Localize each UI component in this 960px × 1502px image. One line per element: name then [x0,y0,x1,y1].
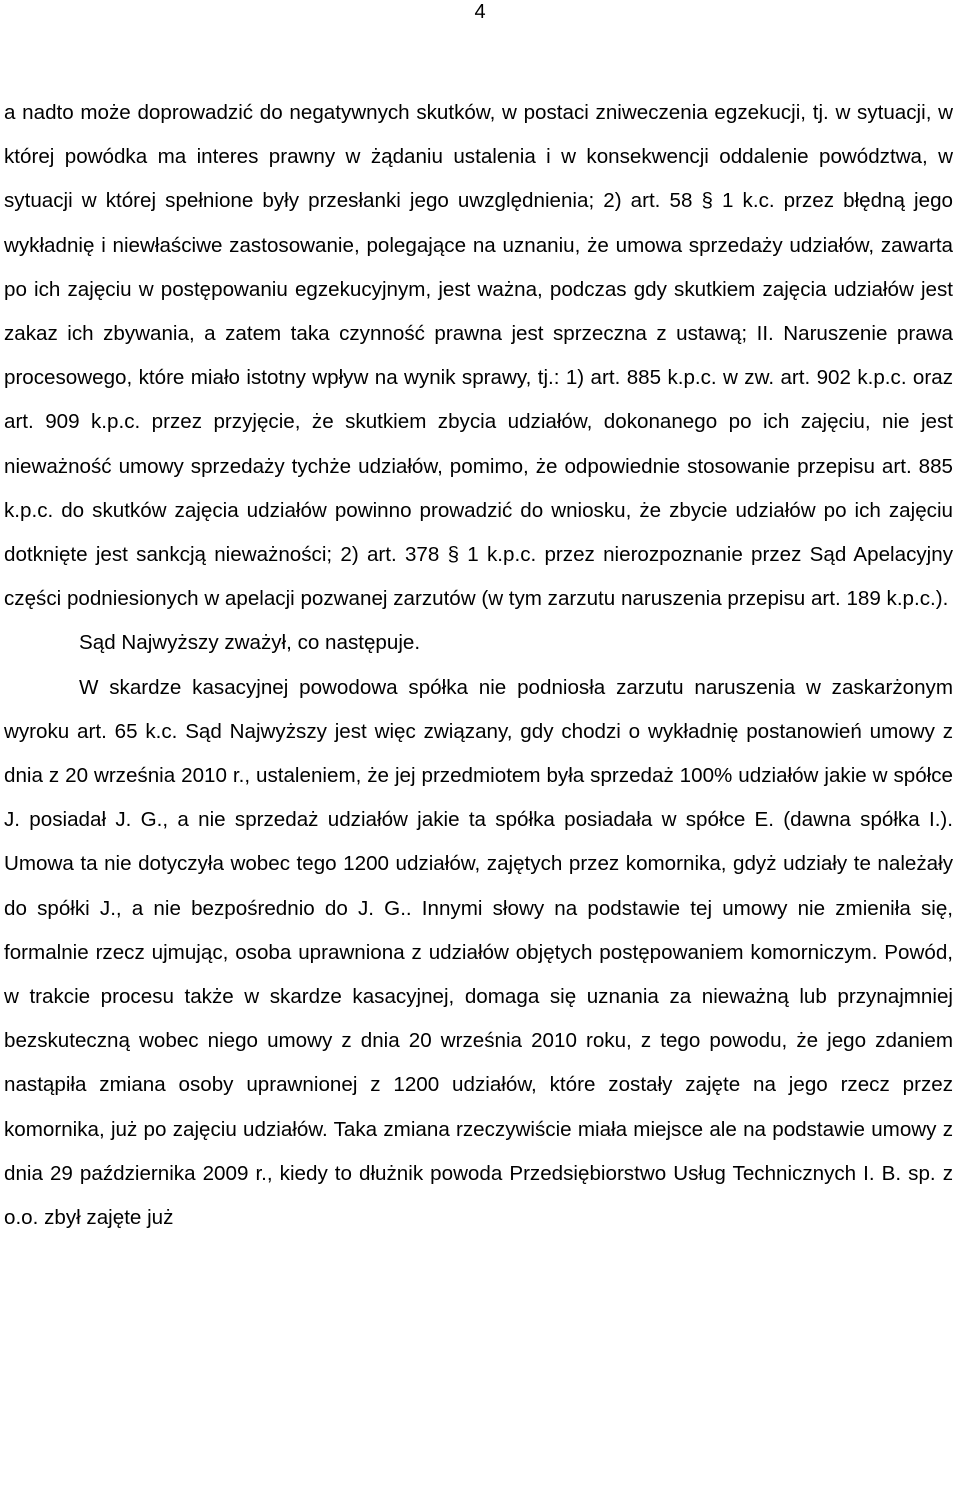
paragraph-cassation-grounds: a nadto może doprowadzić do negatywnych skutków, w postaci zniweczenia egzekucji, tj. w sytuacji, w której powódka ma interes prawny w żądaniu ustalenia i w konsekwencji oddalenie powództwa, w sytuacji w której spełnione były przesłanki jego uwzględnienia; 2) art. 58 § 1 k.c. przez błędną jego wykładnię i niewłaściwe zastosowanie, polegające na uznaniu, że umowa sprzedaży udziałów, zawarta po ich zajęciu w postępowaniu egzekucyjnym, jest ważna, podczas gdy skutkiem zajęcia udziałów jest zakaz ich zbywania, a zatem taka czynność prawna jest sprzeczna z ustawą; II. Naruszenie prawa procesowego, które miało istotny wpływ na wynik sprawy, tj.: 1) art. 885 k.p.c. w zw. art. 902 k.p.c. oraz art. 909 k.p.c. przez przyjęcie, że skutkiem zbycia udziałów, dokonanego po ich zajęciu, nie jest nieważność umowy sprzedaży tychże udziałów, pomimo, że odpowiednie stosowanie przepisu art. 885 k.p.c. do skutków zajęcia udziałów powinno prowadzić do wniosku, że zbycie udziałów po ich zajęciu dotknięte jest sankcją nieważności; 2) art. 378 § 1 k.p.c. przez nierozpoznanie przez Sąd Apelacyjny części podniesionych w apelacji pozwanej zarzutów (w tym zarzutu naruszenia przepisu art. 189 k.p.c.). [4,101,953,611]
paragraph-reasoning: W skardze kasacyjnej powodowa spółka nie podniosła zarzutu naruszenia w zaskarżonym wyroku art. 65 k.c. Sąd Najwyższy jest więc związany, gdy chodzi o wykładnię postanowień umowy z dnia z 20 września 2010 r., ustaleniem, że jej przedmiotem była sprzedaż 100% udziałów jakie w spółce J. posiadał J. G., a nie sprzedaż udziałów jakie ta spółka posiadała w spółce E. (dawna spółka I.). Umowa ta nie dotyczyła wobec tego 1200 udziałów, zajętych przez komornika, gdyż udziały te należały do spółki J., a nie bezpośrednio do J. G.. Innymi słowy na podstawie tej umowy nie zmieniła się, formalnie rzecz ujmując, osoba uprawniona z udziałów objętych postępowaniem komorniczym. Powód, w trakcie procesu także w skardze kasacyjnej, domaga się uznania za nieważną lub przynajmniej bezskuteczną wobec niego umowy z dnia 20 września 2010 roku, z tego powodu, że jego zdaniem nastąpiła zmiana osoby uprawnionej z 1200 udziałów, które zostały zajęte na jego rzecz przez komornika, już po zajęciu udziałów. Taka zmiana rzeczywiście miała miejsce ale na podstawie umowy z dnia 29 października 2009 r., kiedy to dłużnik powoda Przedsiębiorstwo Usług Technicznych I. B. sp. z o.o. zbył zajęte już [4,675,953,1230]
document-body [4,91,953,1240]
page-number: 4 [474,1,486,23]
paragraph-court-considered: Sąd Najwyższy zważył, co następuje. [79,631,421,655]
